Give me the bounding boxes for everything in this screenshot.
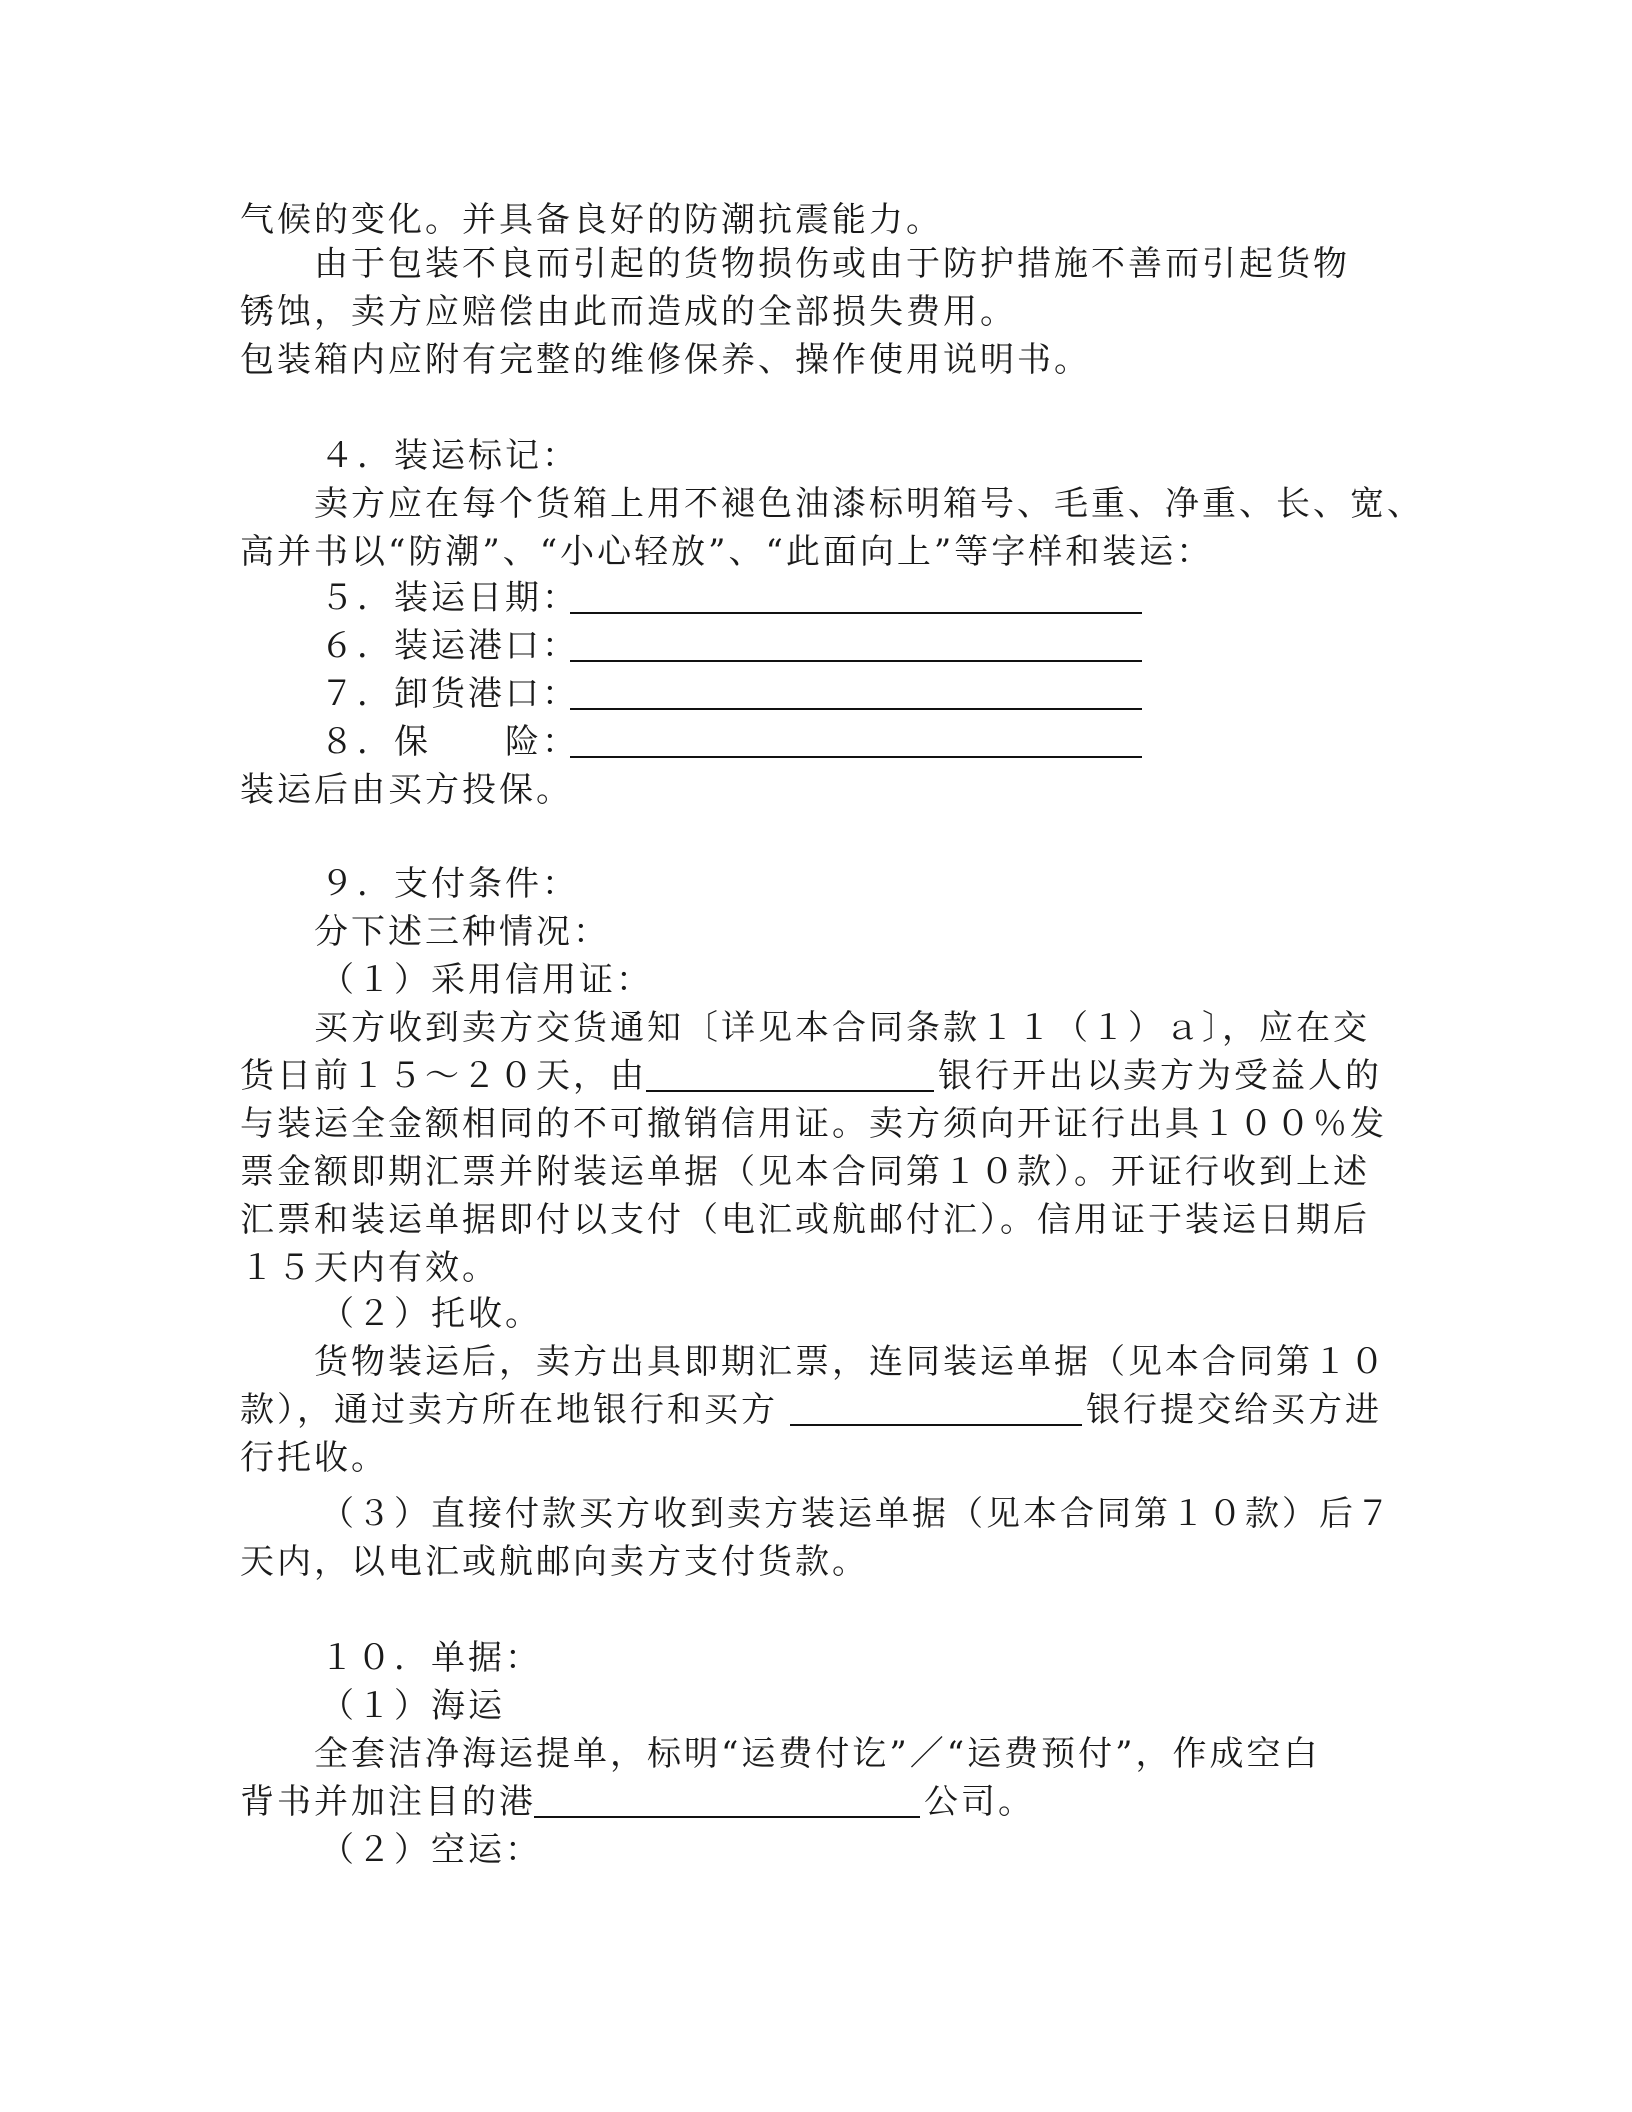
lc-line-2-end: 银行开出以卖方为受益人的 <box>938 1056 1382 1096</box>
air-heading: （２）空运： <box>320 1830 542 1870</box>
insurance-note: 装运后由买方投保。 <box>240 770 573 810</box>
lc-line-1: 买方收到卖方交货通知〔详见本合同条款１１（１）ａ〕，应在交 <box>314 1008 1370 1048</box>
payment-heading: ９．支付条件： <box>320 864 579 904</box>
loading-port-label: ６．装运港口： <box>320 626 579 666</box>
lc-line-2-start: 货日前１５～２０天，由 <box>240 1056 647 1096</box>
sea-line-1: 全套洁净海运提单，标明“运费付讫”／“运费预付”，作成空白 <box>314 1734 1321 1774</box>
collection-line-2-end: 银行提交给买方进 <box>1086 1390 1382 1430</box>
sea-line-2-start: 背书并加注目的港 <box>240 1782 536 1822</box>
collection-line-1: 货物装运后，卖方出具即期汇票，连同装运单据（见本合同第１０ <box>314 1342 1387 1382</box>
packing-line-2: 由于包装不良而引起的货物损伤或由于防护措施不善而引起货物 <box>314 244 1350 284</box>
loading-port-blank[interactable] <box>570 622 1142 662</box>
sea-heading: （１）海运 <box>320 1686 505 1726</box>
shipment-date-blank[interactable] <box>570 574 1142 614</box>
insurance-blank[interactable] <box>570 718 1142 758</box>
sea-line-2-end: 公司。 <box>924 1782 1035 1822</box>
lc-line-4: 票金额即期汇票并附装运单据（见本合同第１０款）。开证行收到上述 <box>240 1152 1370 1192</box>
lc-heading: （１）采用信用证： <box>320 960 653 1000</box>
direct-payment-line-1: （３）直接付款买方收到卖方装运单据（见本合同第１０款）后７ <box>320 1494 1393 1534</box>
collection-heading: （２）托收。 <box>320 1294 542 1334</box>
packing-line-4: 包装箱内应附有完整的维修保养、操作使用说明书。 <box>240 340 1091 380</box>
collection-line-3: 行托收。 <box>240 1438 388 1478</box>
direct-payment-line-2: 天内，以电汇或航邮向卖方支付货款。 <box>240 1542 869 1582</box>
discharge-port-label: ７．卸货港口： <box>320 674 579 714</box>
buyer-bank-blank[interactable] <box>790 1386 1082 1426</box>
lc-line-3: 与装运全金额相同的不可撤销信用证。卖方须向开证行出具１００％发 <box>240 1104 1387 1144</box>
destination-port-blank[interactable] <box>534 1778 920 1818</box>
lc-line-6: １５天内有效。 <box>240 1248 499 1288</box>
lc-line-5: 汇票和装运单据即付以支付（电汇或航邮付汇）。信用证于装运日期后 <box>240 1200 1370 1240</box>
marks-line-2: 高并书以“防潮”、“小心轻放”、“此面向上”等字样和装运： <box>240 532 1214 572</box>
payment-intro: 分下述三种情况： <box>314 912 610 952</box>
discharge-port-blank[interactable] <box>570 670 1142 710</box>
collection-line-2-start: 款），通过卖方所在地银行和买方 <box>240 1390 778 1430</box>
packing-line-1: 气候的变化。并具备良好的防潮抗震能力。 <box>240 200 943 240</box>
marks-line-1: 卖方应在每个货箱上用不褪色油漆标明箱号、毛重、净重、长、宽、 <box>314 484 1424 524</box>
insurance-label: ８．保 险： <box>320 722 579 762</box>
packing-line-3: 锈蚀，卖方应赔偿由此而造成的全部损失费用。 <box>240 292 1017 332</box>
shipment-date-label: ５．装运日期： <box>320 578 579 618</box>
issuing-bank-blank[interactable] <box>646 1052 934 1092</box>
documents-heading: １０．单据： <box>320 1638 542 1678</box>
marks-heading: ４．装运标记： <box>320 436 579 476</box>
